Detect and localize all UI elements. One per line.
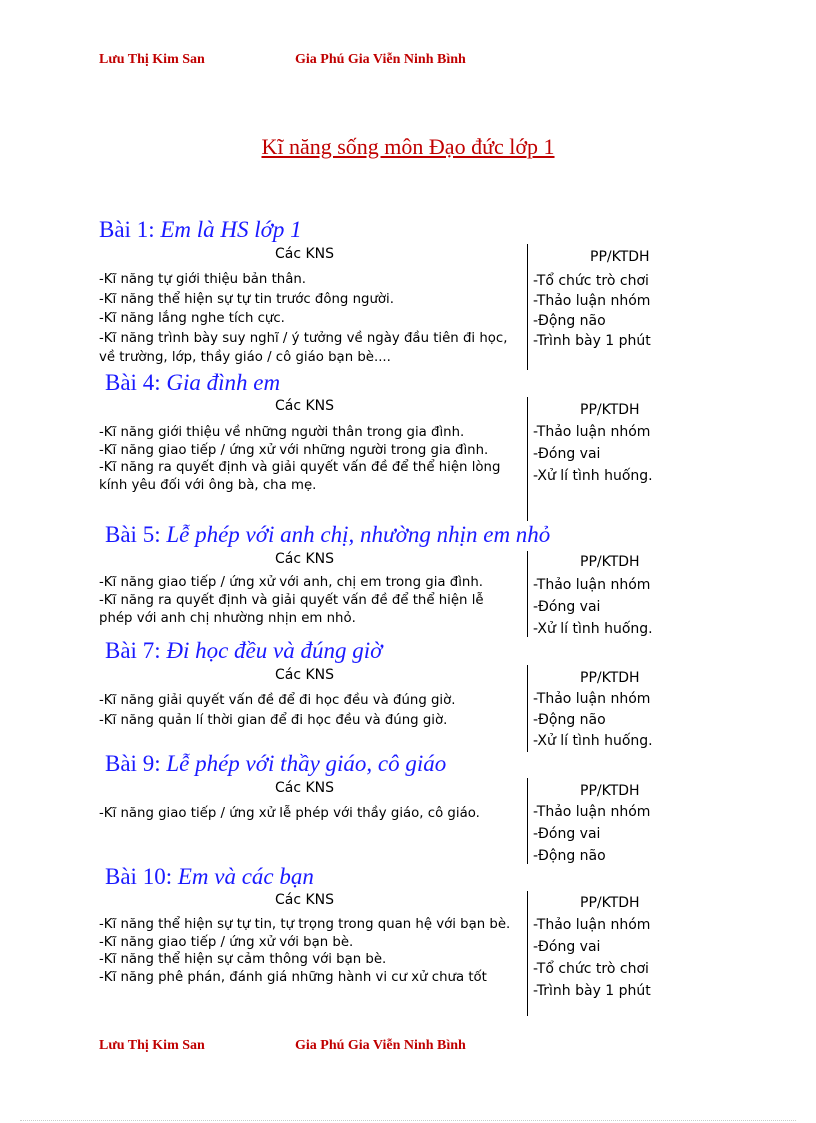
- pp-item: -Thảo luận nhóm: [533, 577, 651, 593]
- kns-item: -Kĩ năng giới thiệu về những người thân trong gia đình.: [99, 425, 465, 440]
- kns-item: -Kĩ năng thể hiện sự tự tin trước đông người.: [99, 291, 394, 307]
- page-header: [99, 52, 466, 68]
- footer-school: Gia Phú Gia Viễn Ninh Bình: [295, 1038, 466, 1053]
- lesson-7-pp-list: [533, 689, 653, 752]
- lesson-name: Gia đình em: [166, 370, 281, 395]
- column-divider: [527, 244, 528, 370]
- lesson-9-title: [105, 751, 446, 777]
- page-title: Kĩ năng sống môn Đạo đức lớp 1: [261, 134, 555, 159]
- page-footer: [99, 1038, 466, 1054]
- pp-column-header: PP/KTDH: [590, 249, 650, 265]
- lesson-name: Lễ phép với thầy giáo, cô giáo: [166, 751, 447, 776]
- kns-item: -Kĩ năng trình bày suy nghĩ / ý tưởng về ngày đầu tiên đi học, về trường, lớp, thầy giáo / cô giáo bạn bè....: [99, 330, 508, 365]
- lesson-name: Em và các bạn: [177, 864, 314, 889]
- pp-item: -Thảo luận nhóm: [533, 691, 651, 707]
- kns-item: -Kĩ năng ra quyết định và giải quyết vấn đề để thể hiện lễ phép với anh chị nhường nhịn em nhỏ.: [99, 593, 484, 626]
- pp-item: -Tổ chức trò chơi: [533, 961, 649, 977]
- kns-item: -Kĩ năng ra quyết định và giải quyết vấn đề để thể hiện lòng kính yêu đối với ông bà, cha mẹ.: [99, 460, 501, 494]
- lesson-5-title: [105, 522, 550, 548]
- kns-item: -Kĩ năng giao tiếp / ứng xử với bạn bè.: [99, 934, 354, 950]
- kns-item: -Kĩ năng thể hiện sự cảm thông với bạn bè.: [99, 952, 387, 968]
- page-bottom-border: [20, 1120, 796, 1121]
- column-divider: [527, 891, 528, 1016]
- lesson-number: Bài 9:: [105, 751, 161, 776]
- footer-author: Lưu Thị Kim San: [99, 1038, 205, 1053]
- lesson-7-kns-list: [99, 691, 517, 731]
- lesson-number: Bài 10:: [105, 864, 173, 889]
- pp-item: -Động não: [533, 848, 606, 864]
- lesson-7-title: [105, 638, 382, 664]
- pp-item: -Đóng vai: [533, 446, 601, 462]
- lesson-10-title: [105, 864, 314, 890]
- lesson-10-kns-list: [99, 916, 517, 986]
- lesson-5-pp-list: [533, 574, 653, 640]
- kns-item: -Kĩ năng quản lí thời gian để đi học đều và đúng giờ.: [99, 713, 448, 728]
- lesson-number: Bài 7:: [105, 638, 161, 663]
- pp-item: -Xử lí tình huống.: [533, 733, 653, 749]
- lesson-9-pp-list: [533, 801, 650, 867]
- kns-column-header: Các KNS: [275, 667, 335, 683]
- kns-item: -Kĩ năng lắng nghe tích cực.: [99, 311, 285, 326]
- kns-item: -Kĩ năng giao tiếp / ứng xử lễ phép với thầy giáo, cô giáo.: [99, 806, 480, 821]
- kns-column-header: Các KNS: [275, 892, 335, 908]
- pp-column-header: PP/KTDH: [580, 402, 640, 418]
- pp-item: -Trình bày 1 phút: [533, 333, 651, 349]
- lesson-1-pp-list: [533, 271, 651, 351]
- kns-column-header: Các KNS: [275, 398, 335, 414]
- column-divider: [527, 665, 528, 752]
- pp-column-header: PP/KTDH: [580, 895, 640, 911]
- header-author: Lưu Thị Kim San: [99, 52, 205, 67]
- lesson-number: Bài 1:: [99, 217, 155, 242]
- pp-item: -Thảo luận nhóm: [533, 424, 651, 440]
- lesson-4-kns-list: [99, 424, 517, 495]
- pp-item: -Xử lí tình huống.: [533, 621, 653, 637]
- kns-column-header: Các KNS: [275, 246, 335, 262]
- pp-column-header: PP/KTDH: [580, 670, 640, 686]
- header-school: Gia Phú Gia Viễn Ninh Bình: [295, 52, 466, 67]
- lesson-10-pp-list: [533, 914, 651, 1002]
- pp-item: -Xử lí tình huống.: [533, 468, 653, 484]
- pp-item: -Đóng vai: [533, 939, 601, 955]
- pp-item: -Động não: [533, 712, 606, 728]
- lesson-name: Lễ phép với anh chị, nhường nhịn em nhỏ: [166, 522, 551, 547]
- lesson-4-title: [105, 370, 280, 396]
- column-divider: [527, 551, 528, 637]
- column-divider: [527, 397, 528, 521]
- pp-item: -Thảo luận nhóm: [533, 804, 651, 820]
- kns-column-header: Các KNS: [275, 551, 335, 567]
- lesson-5-kns-list: [99, 574, 517, 628]
- column-divider: [527, 778, 528, 864]
- lesson-number: Bài 4:: [105, 370, 161, 395]
- pp-column-header: PP/KTDH: [580, 554, 640, 570]
- lesson-9-kns-list: [99, 804, 517, 824]
- pp-item: -Trình bày 1 phút: [533, 983, 651, 999]
- kns-item: -Kĩ năng phê phán, đánh giá những hành vi cư xử chưa tốt: [99, 969, 487, 985]
- kns-item: -Kĩ năng giải quyết vấn đề để đi học đều và đúng giờ.: [99, 693, 456, 708]
- pp-item: -Tổ chức trò chơi: [533, 273, 649, 289]
- kns-item: -Kĩ năng giao tiếp / ứng xử với anh, chị em trong gia đình.: [99, 575, 484, 590]
- pp-item: -Đóng vai: [533, 826, 601, 842]
- kns-item: -Kĩ năng thể hiện sự tự tin, tự trọng trong quan hệ với bạn bè.: [99, 917, 511, 932]
- pp-column-header: PP/KTDH: [580, 783, 640, 799]
- lesson-name: Đi học đều và đúng giờ: [166, 638, 383, 663]
- lesson-number: Bài 5:: [105, 522, 161, 547]
- pp-item: -Đóng vai: [533, 599, 601, 615]
- lesson-4-pp-list: [533, 421, 653, 487]
- lesson-name: Em là HS lớp 1: [160, 217, 302, 242]
- pp-item: -Thảo luận nhóm: [533, 293, 651, 309]
- pp-item: -Động não: [533, 313, 606, 329]
- pp-item: -Thảo luận nhóm: [533, 917, 651, 933]
- kns-item: -Kĩ năng giao tiếp / ứng xử với những người trong gia đình.: [99, 442, 489, 458]
- kns-item: -Kĩ năng tự giới thiệu bản thân.: [99, 272, 307, 287]
- kns-column-header: Các KNS: [275, 780, 335, 796]
- lesson-1-kns-list: [99, 270, 517, 368]
- lesson-1-title: [99, 217, 302, 243]
